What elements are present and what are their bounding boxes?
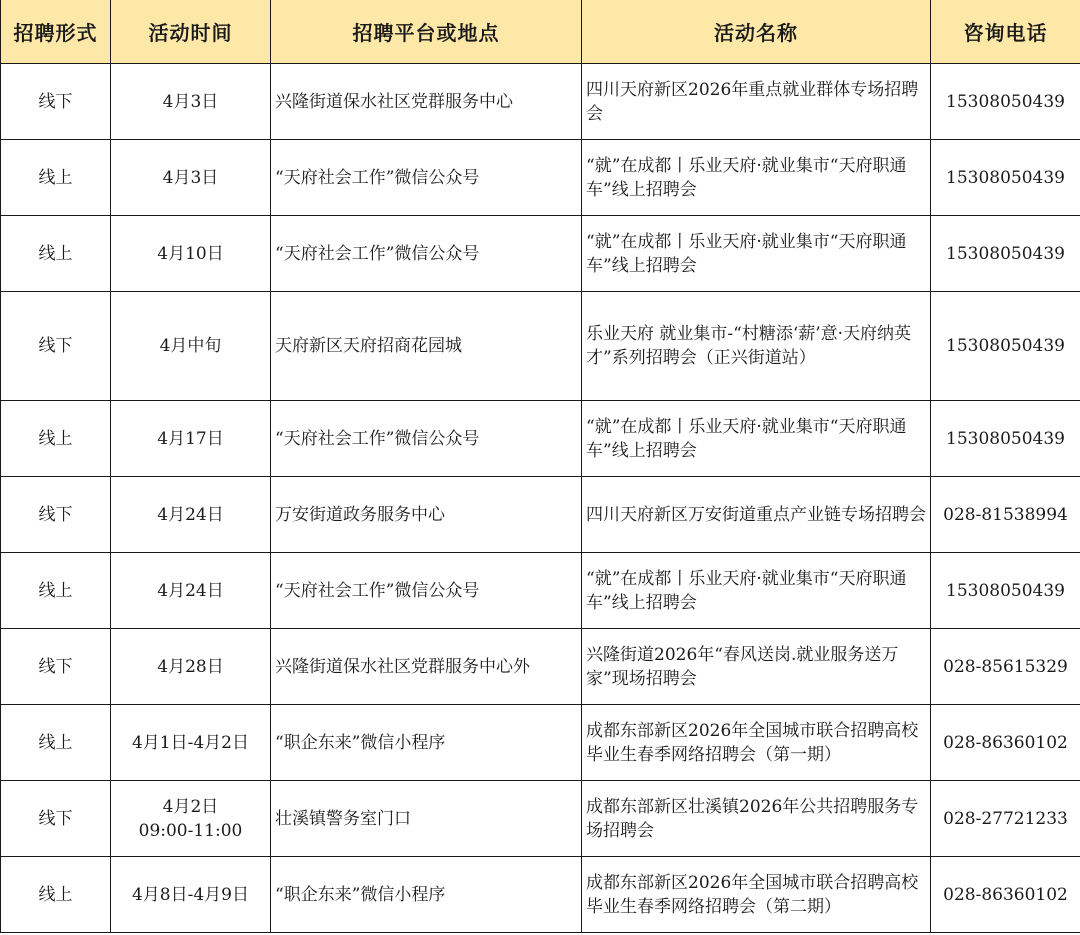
cell-format: 线下 <box>1 781 111 857</box>
cell-place: “职企东来”微信小程序 <box>271 857 582 933</box>
cell-phone: 15308050439 <box>931 553 1080 629</box>
cell-time: 4月3日 <box>111 140 271 216</box>
cell-event-name: 成都东部新区2026年全国城市联合招聘高校毕业生春季网络招聘会（第一期） <box>582 705 931 781</box>
table-row <box>1 629 1080 705</box>
table-row <box>1 781 1080 857</box>
header-event-name: 活动名称 <box>582 0 931 64</box>
cell-phone: 15308050439 <box>931 64 1080 140</box>
cell-phone: 028-27721233 <box>931 781 1080 857</box>
cell-event-name: “就”在成都丨乐业天府·就业集市“天府职通车”线上招聘会 <box>582 553 931 629</box>
cell-time: 4月中旬 <box>111 292 271 401</box>
table-row <box>1 401 1080 477</box>
cell-event-name: 成都东部新区2026年全国城市联合招聘高校毕业生春季网络招聘会（第二期） <box>582 857 931 933</box>
cell-phone: 028-85615329 <box>931 629 1080 705</box>
cell-place: “天府社会工作”微信公众号 <box>271 401 582 477</box>
table-row <box>1 857 1080 933</box>
cell-phone: 028-86360102 <box>931 705 1080 781</box>
cell-place: 兴隆街道保水社区党群服务中心外 <box>271 629 582 705</box>
cell-format: 线下 <box>1 629 111 705</box>
cell-format: 线上 <box>1 140 111 216</box>
cell-place: 天府新区天府招商花园城 <box>271 292 582 401</box>
cell-time: 4月8日-4月9日 <box>111 857 271 933</box>
table-row <box>1 140 1080 216</box>
cell-event-name: 成都东部新区壮溪镇2026年公共招聘服务专场招聘会 <box>582 781 931 857</box>
header-place: 招聘平台或地点 <box>271 0 582 64</box>
table-row <box>1 64 1080 140</box>
table-body <box>1 64 1080 933</box>
cell-time: 4月17日 <box>111 401 271 477</box>
cell-format: 线下 <box>1 64 111 140</box>
cell-time: 4月1日-4月2日 <box>111 705 271 781</box>
cell-event-name: 四川天府新区万安街道重点产业链专场招聘会 <box>582 477 931 553</box>
header-phone: 咨询电话 <box>931 0 1080 64</box>
cell-place: “天府社会工作”微信公众号 <box>271 140 582 216</box>
cell-place: “职企东来”微信小程序 <box>271 705 582 781</box>
cell-time-date: 4月2日 <box>162 796 219 817</box>
table-row <box>1 292 1080 401</box>
cell-place: “天府社会工作”微信公众号 <box>271 216 582 292</box>
cell-phone: 15308050439 <box>931 292 1080 401</box>
cell-time: 4月24日 <box>111 553 271 629</box>
header-format: 招聘形式 <box>1 0 111 64</box>
cell-phone: 15308050439 <box>931 401 1080 477</box>
cell-place: 万安街道政务服务中心 <box>271 477 582 553</box>
cell-place: 兴隆街道保水社区党群服务中心 <box>271 64 582 140</box>
cell-time-hours: 09:00-11:00 <box>138 820 243 841</box>
cell-format: 线上 <box>1 401 111 477</box>
cell-time: 4月10日 <box>111 216 271 292</box>
cell-time <box>111 781 271 857</box>
cell-event-name: 乐业天府 就业集市-“村糖添‘薪’意·天府纳英才”系列招聘会（正兴街道站） <box>582 292 931 401</box>
cell-format: 线上 <box>1 216 111 292</box>
table-row <box>1 553 1080 629</box>
header-time: 活动时间 <box>111 0 271 64</box>
cell-event-name: 四川天府新区2026年重点就业群体专场招聘会 <box>582 64 931 140</box>
cell-place: 壮溪镇警务室门口 <box>271 781 582 857</box>
table-row <box>1 216 1080 292</box>
cell-phone: 028-81538994 <box>931 477 1080 553</box>
cell-format: 线下 <box>1 477 111 553</box>
cell-time: 4月28日 <box>111 629 271 705</box>
cell-phone: 15308050439 <box>931 216 1080 292</box>
table-row <box>1 705 1080 781</box>
cell-time: 4月24日 <box>111 477 271 553</box>
cell-event-name: “就”在成都丨乐业天府·就业集市“天府职通车”线上招聘会 <box>582 216 931 292</box>
table-row <box>1 477 1080 553</box>
cell-format: 线上 <box>1 705 111 781</box>
header-row <box>1 0 1080 64</box>
cell-event-name: “就”在成都丨乐业天府·就业集市“天府职通车”线上招聘会 <box>582 140 931 216</box>
cell-phone: 028-86360102 <box>931 857 1080 933</box>
cell-format: 线上 <box>1 857 111 933</box>
cell-phone: 15308050439 <box>931 140 1080 216</box>
cell-format: 线上 <box>1 553 111 629</box>
cell-place: “天府社会工作”微信公众号 <box>271 553 582 629</box>
cell-format: 线下 <box>1 292 111 401</box>
cell-event-name: “就”在成都丨乐业天府·就业集市“天府职通车”线上招聘会 <box>582 401 931 477</box>
cell-event-name: 兴隆街道2026年“春风送岗.就业服务送万家”现场招聘会 <box>582 629 931 705</box>
table-header <box>1 0 1080 64</box>
cell-time: 4月3日 <box>111 64 271 140</box>
